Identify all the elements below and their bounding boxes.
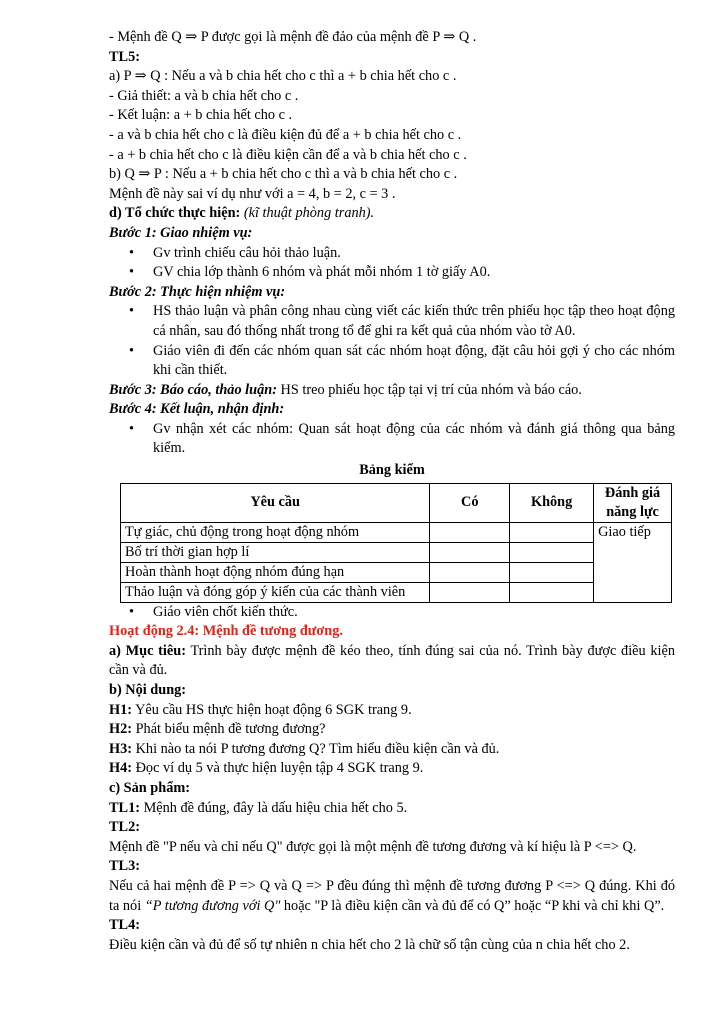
requirement-cell: Tự giác, chủ động trong hoạt động nhóm bbox=[121, 522, 430, 542]
answer-tl4-label: TL4: bbox=[109, 917, 140, 934]
list-item: • Giáo viên đi đến các nhóm quan sát các nhóm hoạt động, đặt câu hỏi gợi ý cho các nhóm khi cần thiết. bbox=[153, 342, 675, 381]
requirement-cell: Thảo luận và đóng góp ý kiến của các thành viên bbox=[121, 582, 430, 602]
list-item: • Giáo viên chốt kiến thức. bbox=[153, 603, 675, 623]
goal: a) Mục tiêu: Trình bày được mệnh đề kéo theo, tính đúng sai của nó. Trình bày được điều kiện cần và đủ. bbox=[109, 642, 675, 679]
answer-tl4: Điều kiện cần và đủ để số tự nhiên n chia hết cho 2 là chữ số tận cùng của n chia hết cho 2. bbox=[109, 936, 630, 953]
tl5-line: - a và b chia hết cho c là điều kiện đủ để a + b chia hết cho c . bbox=[109, 126, 462, 143]
product-label: c) Sản phẩm: bbox=[109, 780, 191, 796]
question-h4: H4: Đọc ví dụ 5 và thực hiện luyện tập 4 SGK trang 9. bbox=[109, 760, 424, 777]
no-cell bbox=[510, 522, 594, 542]
conclusion-list bbox=[109, 603, 675, 623]
header-evaluation: Đánh giá năng lực bbox=[594, 483, 672, 522]
step3: Bước 3: Báo cáo, thảo luận: HS treo phiếu học tập tại vị trí của nhóm và báo cáo. bbox=[109, 381, 582, 398]
content-label: b) Nội dung: bbox=[109, 682, 187, 699]
tl5-line: Mệnh đề này sai ví dụ như với a = 4, b = 2, c = 3 . bbox=[109, 185, 396, 202]
tl5-line: b) Q ⇒ P : Nếu a + b chia hết cho c thì a và b chia hết cho c . bbox=[109, 166, 458, 183]
converse-definition: - Mệnh đề Q ⇒ P được gọi là mệnh đề đảo của mệnh đề P ⇒ Q . bbox=[109, 29, 477, 45]
table-row bbox=[121, 522, 672, 542]
table-header-row bbox=[121, 483, 672, 522]
step1-list bbox=[109, 244, 675, 283]
no-cell bbox=[510, 582, 594, 602]
tl5-answer bbox=[109, 67, 675, 204]
step2-title: Bước 2: Thực hiện nhiệm vụ: bbox=[109, 283, 286, 300]
table-row bbox=[121, 562, 672, 582]
tl5-line: - Giả thiết: a và b chia hết cho c . bbox=[109, 87, 299, 104]
activity-title: Hoạt động 2.4: Mệnh đề tương đương. bbox=[109, 623, 343, 640]
checklist-caption: Bảng kiểm bbox=[359, 462, 425, 479]
no-cell bbox=[510, 562, 594, 582]
yes-cell bbox=[430, 522, 510, 542]
step1-title: Bước 1: Giao nhiệm vụ: bbox=[109, 224, 253, 241]
tl5-line: a) P ⇒ Q : Nếu a và b chia hết cho c thì a + b chia hết cho c . bbox=[109, 68, 457, 85]
requirement-cell: Hoàn thành hoạt động nhóm đúng hạn bbox=[121, 562, 430, 582]
checklist-table bbox=[120, 483, 672, 603]
table-row bbox=[121, 542, 672, 562]
step4-list bbox=[109, 420, 675, 459]
answer-tl2-label: TL2: bbox=[109, 819, 140, 836]
yes-cell bbox=[430, 562, 510, 582]
question-h2: H2: Phát biểu mệnh đề tương đương? bbox=[109, 721, 326, 738]
no-cell bbox=[510, 542, 594, 562]
tl5-line: - Kết luận: a + b chia hết cho c . bbox=[109, 107, 293, 124]
list-item: • HS thảo luận và phân công nhau cùng viết các kiến thức trên phiếu học tập theo hoạt động cá nhân, sau đó thống nhất trong tổ để ghi ra kết quả của nhóm vào tờ A0. bbox=[153, 302, 675, 341]
header-yes: Có bbox=[430, 483, 510, 522]
list-item: • Gv nhận xét các nhóm: Quan sát hoạt động của các nhóm và đánh giá thông qua bảng kiểm. bbox=[153, 420, 675, 459]
document-page bbox=[109, 28, 675, 955]
answer-tl3-label: TL3: bbox=[109, 858, 140, 875]
organize-heading: d) Tổ chức thực hiện: (kĩ thuật phòng tranh). bbox=[109, 205, 375, 222]
answer-tl1: TL1: Mệnh đề đúng, đây là dấu hiệu chia hết cho 5. bbox=[109, 799, 408, 816]
yes-cell bbox=[430, 542, 510, 562]
question-h3: H3: Khi nào ta nói P tương đương Q? Tìm hiểu điều kiện cần và đủ. bbox=[109, 740, 500, 757]
step2-list bbox=[109, 302, 675, 380]
table-row bbox=[121, 582, 672, 602]
tl5-line: - a + b chia hết cho c là điều kiện cần để a và b chia hết cho c . bbox=[109, 146, 467, 163]
answer-tl3: Nếu cả hai mệnh đề P => Q và Q => P đều đúng thì mệnh đề tương đương P <=> Q đúng. Khi đó ta nói “P tương đương với Q" hoặc "P là điều kiện cần và đủ để có Q” hoặc “P khi và chỉ khi Q”. bbox=[109, 877, 675, 914]
yes-cell bbox=[430, 582, 510, 602]
header-requirement: Yêu cầu bbox=[121, 483, 430, 522]
competency-cell: Giao tiếp bbox=[594, 522, 672, 602]
answer-tl2: Mệnh đề "P nếu và chỉ nếu Q" được gọi là một mệnh đề tương đương và kí hiệu là P <=> Q. bbox=[109, 838, 637, 855]
list-item: • Gv trình chiếu câu hỏi thảo luận. bbox=[153, 244, 675, 264]
tl5-label: TL5: bbox=[109, 48, 140, 65]
question-h1: H1: Yêu cầu HS thực hiện hoạt động 6 SGK trang 9. bbox=[109, 701, 412, 718]
requirement-cell: Bố trí thời gian hợp lí bbox=[121, 542, 430, 562]
step4-title: Bước 4: Kết luận, nhận định: bbox=[109, 401, 285, 418]
header-no: Không bbox=[510, 483, 594, 522]
list-item: • GV chia lớp thành 6 nhóm và phát mỗi nhóm 1 tờ giấy A0. bbox=[153, 263, 675, 283]
